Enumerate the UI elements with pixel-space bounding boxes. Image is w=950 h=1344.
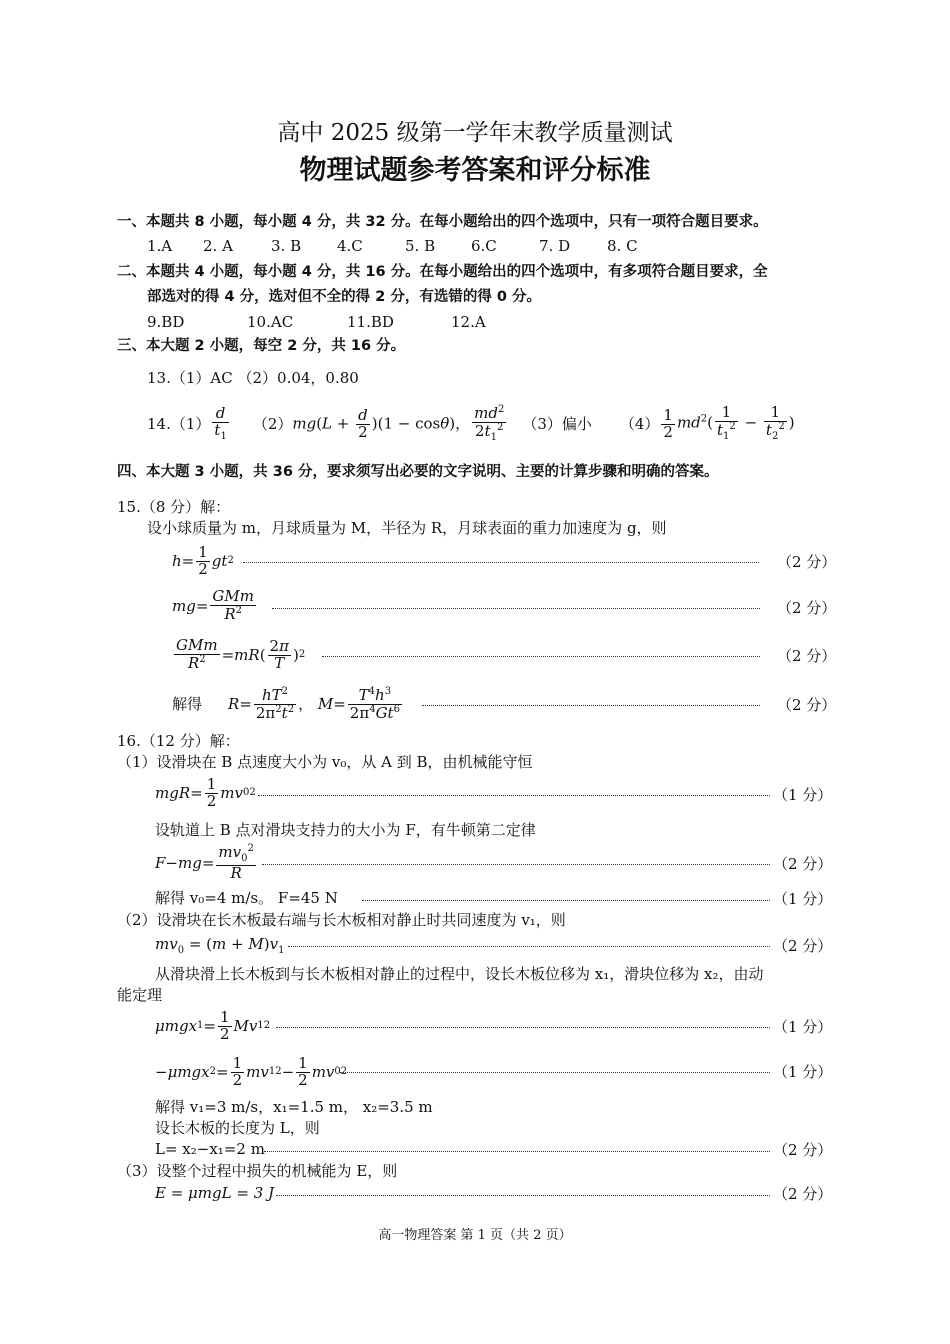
leader-dots	[276, 1027, 770, 1028]
q14-part2-label: （2）	[252, 415, 293, 433]
q16-part1: （1）设滑块在 B 点速度大小为 v₀，从 A 到 B，由机械能守恒	[117, 753, 533, 771]
q15-eq3: GMm $R^2$ = mR ( 2π T ) 2	[176, 636, 306, 672]
q15-eq2: mg = GMm $R^2$	[172, 587, 254, 623]
score-q16-7: （2 分）	[773, 1141, 833, 1159]
answer-1: 1.A	[147, 237, 173, 255]
answer-5: 5. B	[405, 237, 436, 255]
q15-title: 15.（8 分）解：	[117, 498, 231, 516]
answer-4: 4.C	[337, 237, 363, 255]
q16-eq4: μmgx 1 = 1 2 Mv 1 2	[155, 1007, 271, 1043]
q15-intro: 设小球质量为 m，月球质量为 M，半径为 R，月球表面的重力加速度为 g，则	[147, 519, 667, 537]
section2-heading-line1: 二、本题共 4 小题，每小题 4 分，共 16 分。在每小题给出的四个选项中，有多项符合题目要求，全	[117, 264, 768, 280]
section4-heading: 四、本大题 3 小题，共 36 分，要求须写出必要的文字说明、主要的计算步骤和明确的答案。	[117, 464, 719, 480]
q15-eq4: 解得 R = $hT^2$ $2\pi^2t^2$ ， M = $T^4h^3$ $2\pi^4Gt^6$	[172, 685, 400, 722]
score-q15-4: （2 分）	[777, 696, 837, 714]
section2-heading-line2: 部选对的得 4 分，选对但不全的得 2 分，有选错的得 0 分。	[147, 289, 542, 305]
score-q15-3: （2 分）	[777, 647, 837, 665]
q16-part1-newton: 设轨道上 B 点对滑块支持力的大小为 F，有牛顿第二定律	[155, 821, 536, 839]
score-q16-3: （1 分）	[773, 890, 833, 908]
q13-answer: 13.（1）AC （2）0.04，0.80	[147, 369, 359, 387]
section2-answers	[147, 312, 486, 332]
score-q16-6: （1 分）	[773, 1063, 833, 1081]
q16-eq5: − μmgx 2 = 1 2 mv 1 2 − 1 2 mv 0 2	[155, 1053, 348, 1089]
leader-dots	[243, 562, 759, 563]
q14-part4-label: （4）	[619, 415, 660, 433]
q15-eq1: h = 1 2 gt 2	[172, 542, 234, 578]
q16-part2-energy-cont: 能定理	[117, 986, 163, 1004]
section1-heading: 一、本题共 8 小题，每小题 4 分，共 32 分。在每小题给出的四个选项中，只有一项符合题目要求。	[117, 214, 768, 230]
score-q15-2: （2 分）	[777, 599, 837, 617]
answer-6: 6.C	[471, 237, 497, 255]
answer-3: 3. B	[271, 237, 302, 255]
answer-11: 11.BD	[347, 313, 394, 331]
score-q16-8: （2 分）	[773, 1185, 833, 1203]
answer-key-title: 物理试题参考答案和评分标准	[299, 155, 651, 186]
page-footer: 高一物理答案 第 1 页（共 2 页）	[378, 1228, 572, 1243]
leader-dots	[288, 946, 770, 947]
q14-formula-1: d $t_1$	[214, 403, 227, 442]
exam-title: 高中 2025 级第一学年末教学质量测试	[277, 120, 673, 146]
q14-formula-4: $\frac{1}{2}$ $md^2$( $\frac{1}{t_1^2}$ − $\frac{1}{t_2^2}$ )	[663, 403, 795, 443]
q16-part2-result: 解得 v₁=3 m/s，x₁=1.5 m， x₂=3.5 m	[155, 1098, 433, 1116]
section1-answers	[147, 236, 638, 256]
answer-10: 10.AC	[247, 313, 294, 331]
q14-label: 14.（1）	[147, 415, 211, 433]
leader-dots	[422, 705, 760, 706]
q16-part3: （3）设整个过程中损失的机械能为 E，则	[117, 1162, 398, 1180]
q16-part1-result: 解得 v₀=4 m/s。 F=45 N	[155, 889, 338, 907]
q16-eq1: mgR = 1 2 mv 0 2	[155, 774, 256, 810]
q16-eq6: L= x₂−x₁=2 m	[155, 1140, 265, 1158]
q14-answer	[147, 400, 795, 448]
answer-8: 8. C	[607, 237, 638, 255]
leader-dots	[272, 608, 760, 609]
leader-dots	[264, 1151, 770, 1152]
leader-dots	[362, 900, 770, 901]
q16-part2: （2）设滑块在长木板最右端与长木板相对静止时共同速度为 v₁，则	[117, 911, 566, 929]
q16-part2-length: 设长木板的长度为 L，则	[155, 1119, 320, 1137]
leader-dots	[262, 864, 770, 865]
leader-dots	[322, 656, 760, 657]
section3-heading: 三、本大题 2 小题，每空 2 分，共 16 分。	[117, 338, 406, 354]
score-q16-4: （2 分）	[773, 937, 833, 955]
answer-7: 7. D	[539, 237, 571, 255]
q16-title: 16.（12 分）解：	[117, 732, 240, 750]
leader-dots	[340, 1072, 770, 1073]
answer-12: 12.A	[451, 313, 486, 331]
q16-part2-energy: 从滑块滑上长木板到与长木板相对静止的过程中，设长木板位移为 x₁，滑块位移为 x₂，由动	[155, 965, 764, 983]
score-q16-5: （1 分）	[773, 1018, 833, 1036]
score-q16-1: （1 分）	[773, 786, 833, 804]
solve-label: 解得	[172, 695, 203, 713]
q14-part3: （3）偏小	[522, 415, 592, 433]
answer-9: 9.BD	[147, 313, 185, 331]
score-q16-2: （2 分）	[773, 855, 833, 873]
q16-eq3: $mv_0 = (m + M)v_1$	[155, 935, 285, 956]
q14-formula-3: $md^2$ $2t_1^2$	[474, 403, 505, 443]
score-q15-1: （2 分）	[777, 553, 837, 571]
q16-eq7: E = μmgL = 3 J	[155, 1184, 275, 1202]
leader-dots	[276, 1195, 770, 1196]
q16-eq2: F − mg = $mv_0^2$ R	[155, 843, 254, 882]
leader-dots	[258, 795, 770, 796]
answer-2: 2. A	[203, 237, 233, 255]
q14-formula-2: mg(L + $\frac{d}{2}$ )(1 − cosθ)，	[292, 405, 471, 441]
